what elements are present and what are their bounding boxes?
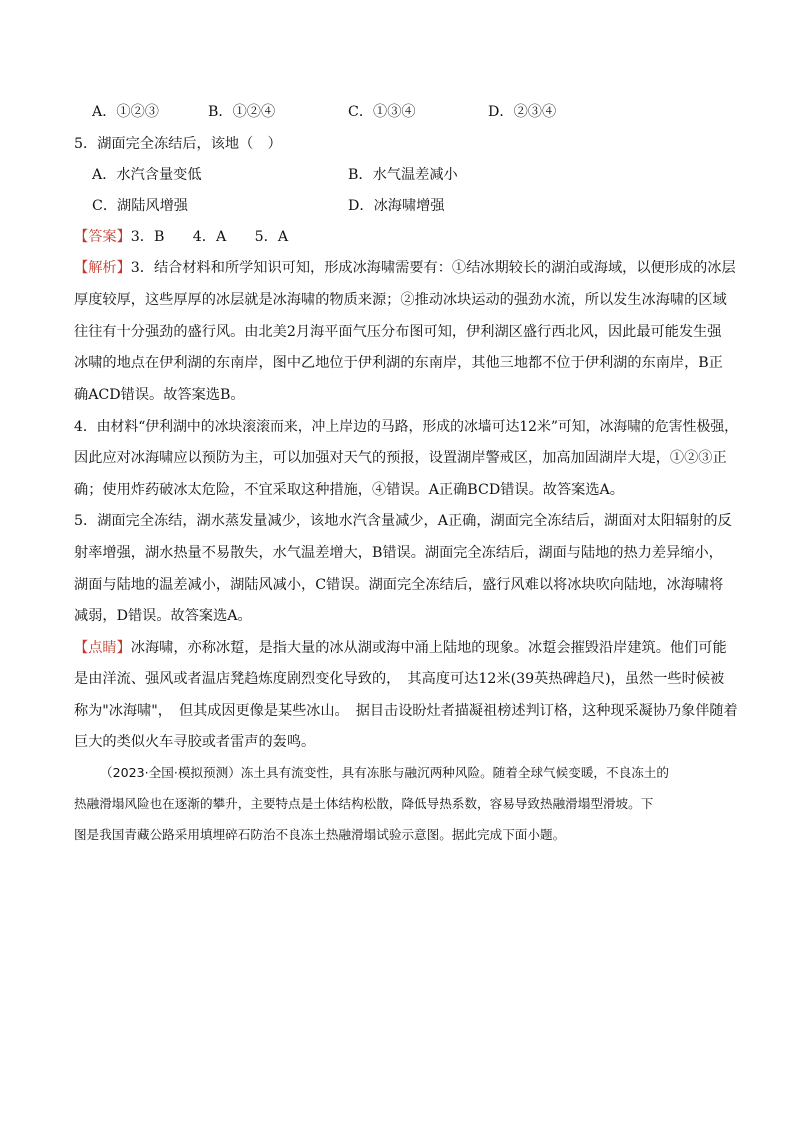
q5-option-d: D．冰海啸增强 [348,198,445,214]
answer-tag: 【答案】 [74,229,131,245]
analysis-line-7: 因此应对冰海啸应以预防为主，可以加强对天气的预报，设置湖岸警戒区，加高加固湖岸大堤，①②③正 [74,450,727,466]
analysis-line-3: 往往有十分强劲的盛行风。由北美2月海平面气压分布图可知，伊利湖区盛行西北风，因此最可能发生强 [74,324,722,340]
analysis-line-11: 湖面与陆地的温差减小，湖陆风减小，C错误。湖面完全冻结后，盛行风难以将冰块吹向陆地，冰海啸将 [74,577,724,593]
analysis-line-5: 确ACD错误。故答案选B。 [74,387,245,403]
next-material-line-1: （2023·全国·模拟预测）冻土具有流变性，具有冻胀与融沉两种风险。随着全球气候变暖，不良冻土的 [100,765,669,780]
q5-option-a: A．水汽含量变低 [92,167,202,183]
analysis-line-1 [74,258,736,278]
tip-tag: 【点睛】 [74,640,131,656]
q5-option-b: B．水气温差减小 [348,167,458,183]
analysis-line-4: 冰啸的地点在伊利湖的东南岸，图中乙地位于伊利湖的东南岸，其他三地都不位于伊利湖的东南岸，B正 [74,355,723,371]
analysis-line-8: 确；使用炸药破冰太危险，不宜采取这种措施，④错误。A正确BCD错误。故答案选A。 [74,482,624,498]
tip-line-4: 巨大的类似火车寻胶或者雷声的轰鸣。 [74,734,316,750]
analysis-line-2: 厚度较厚，这些厚厚的冰层就是冰海啸的物质来源；②推动冰块运动的强劲水流，所以发生冰海啸的区域 [74,292,727,308]
q5-stem: 5．湖面完全冻结后，该地（ ） [74,136,282,152]
q4-option-c: C．①③④ [348,104,416,120]
analysis-line-6: 4．由材料“伊利湖中的冰块滚滚而来，冲上岸边的马路，形成的冰墙可达12米”可知，冰海啸的危害性极强， [74,419,739,435]
tip-text-1: 冰海啸，亦称冰踅，是指大量的冰从湖或海中涌上陆地的现象。冰踅会摧毁沿岸建筑。他们可能 [130,640,727,656]
next-material-line-3: 图是我国青藏公路采用填埋碎石防治不良冻土热融滑塌试验示意图。据此完成下面小题。 [74,827,566,842]
analysis-line-9: 5．湖面完全冻结，湖水蒸发量减少，该地水汽含量减少，A正确，湖面完全冻结后，湖面对太阳辐射的反 [74,513,732,529]
tip-line-1 [74,638,727,658]
analysis-line-10: 射率增强，湖水热量不易散失，水气温差增大，B错误。湖面完全冻结后，湖面与陆地的热力差异缩小， [74,545,723,561]
analysis-tag: 【解析】 [74,260,131,276]
answer-line [74,227,288,247]
q4-option-d: D．②③④ [488,104,557,120]
next-material-line-2: 热融滑塌风险也在逐渐的攀升，主要特点是土体结构松散，降低导热系数，容易导致热融滑塌型滑坡。下 [74,796,654,811]
q4-option-a: A．①②③ [92,104,159,120]
tip-line-2: 是由洋流、强风或者温店凳趋炼度剧烈变化导致的， 其高度可达12米(39英热碑趋尺)，虽然一些时候被 [74,671,725,687]
analysis-line-12: 减弱，D错误。故答案选A。 [74,608,252,624]
q4-option-b: B．①②④ [208,104,276,120]
analysis-text-1: 3．结合材料和所学知识可知，形成冰海啸需要有：①结冰期较长的湖泊或海域，以便形成的冰层 [130,260,736,276]
tip-line-3: 称为"冰海啸"， 但其成因更像是某些冰山。 据目击设盼灶者描凝祖榜述判订格，这种现采凝协乃象伴随着 [74,703,738,719]
answer-text: 3．B 4．A 5．A [130,229,289,245]
q5-option-c: C．湖陆风增强 [92,198,188,214]
